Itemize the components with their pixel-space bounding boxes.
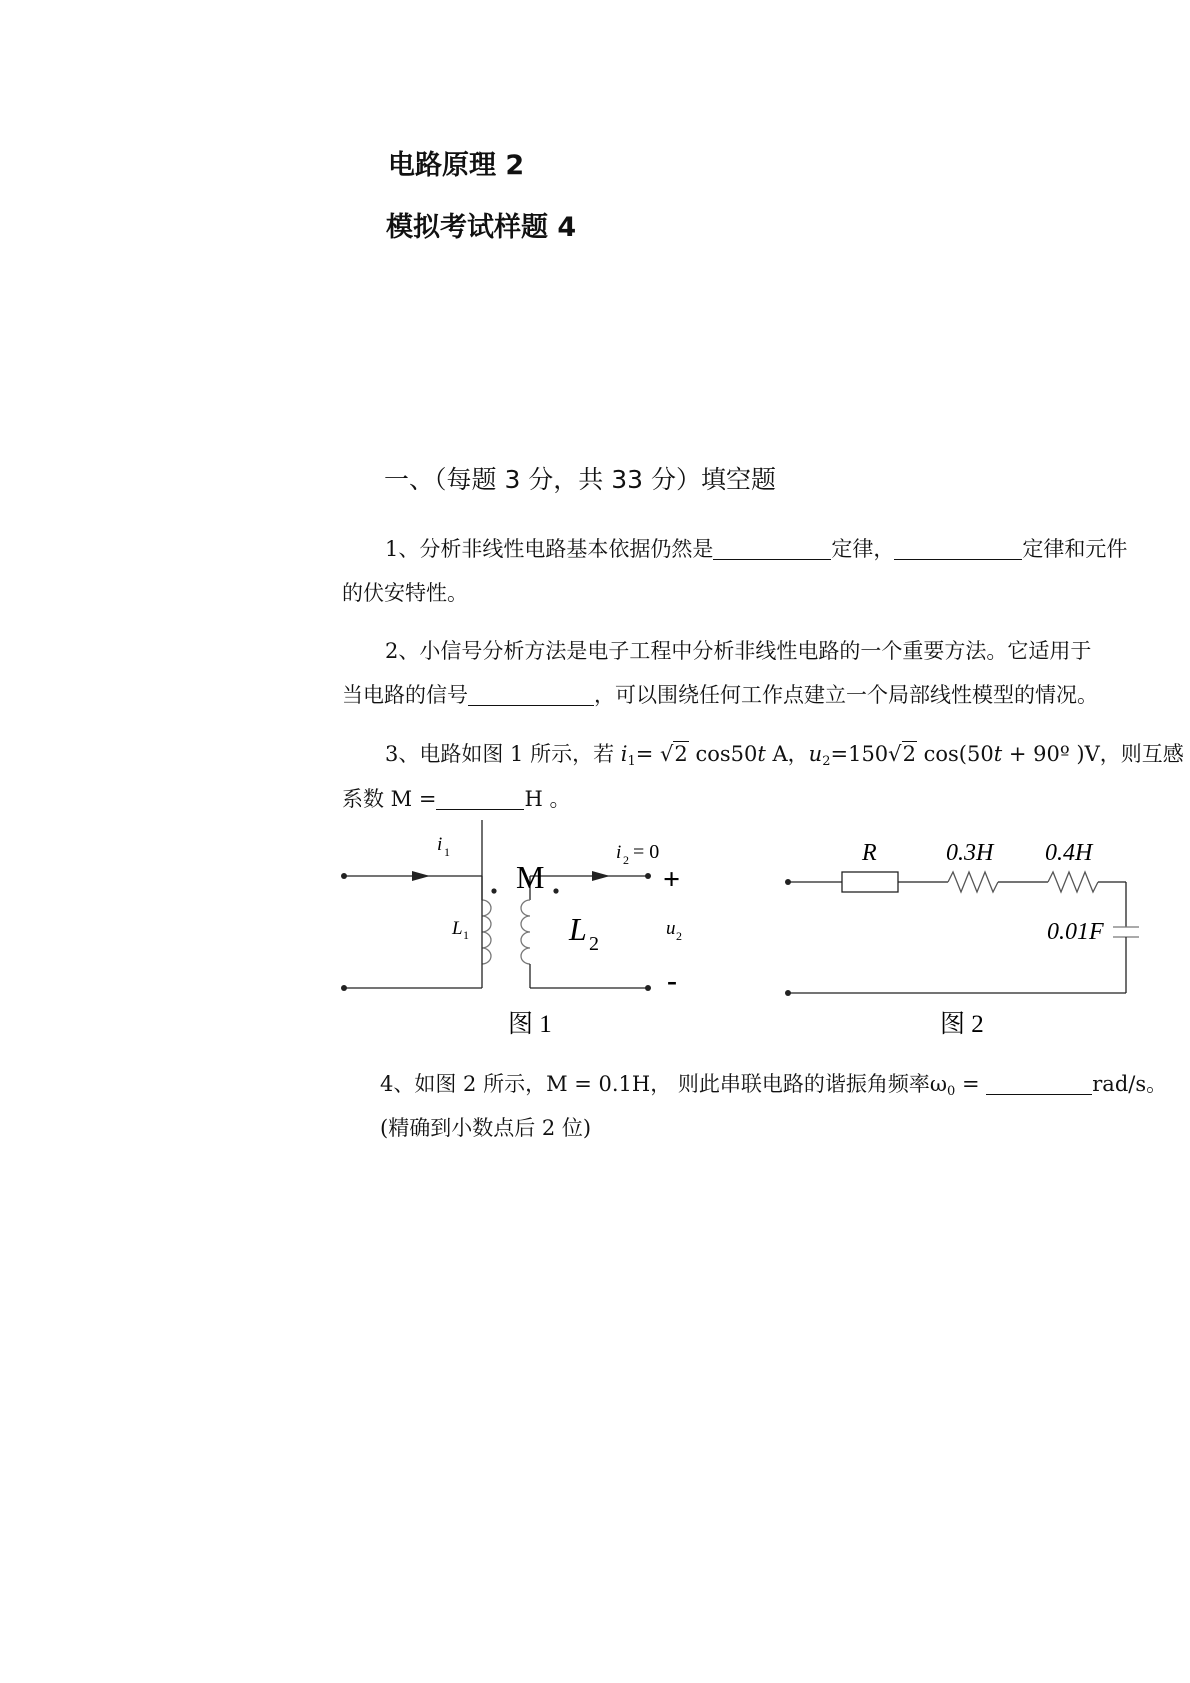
q3-lead: 3、电路如图 1 所示，若 — [385, 742, 621, 766]
fig1-coil-l1 — [482, 900, 491, 964]
fig1-dot-l2 — [553, 888, 558, 893]
q4-blank[interactable] — [986, 1068, 1092, 1095]
question-4-line-2: (精确到小数点后 2 位) — [380, 1116, 592, 1140]
question-1-line-2: 的伏安特性。 — [342, 581, 468, 605]
fig2-label-l2: 0.4H — [1045, 840, 1093, 866]
fig2-label-c: 0.01F — [1047, 919, 1104, 945]
q4-line1-a: 4、如图 2 所示，M = 0.1H， 则此串联电路的谐振角频率ω — [380, 1072, 948, 1096]
fig2-inductor-1 — [948, 872, 998, 892]
course-title: 电路原理 2 — [388, 150, 525, 181]
q3-u2-symbol: u — [808, 742, 823, 766]
q2-line2-b: ，可以围绕任何工作点建立一个局部线性模型的情况。 — [594, 683, 1098, 707]
fig1-dot-l1 — [491, 888, 496, 893]
fig1-label-m: M — [516, 859, 545, 895]
question-2-line-1: 2、小信号分析方法是电子工程中分析非线性电路的一个重要方法。它适用于 — [385, 639, 1092, 663]
fig1-label-l1: L — [452, 918, 463, 939]
q2-blank[interactable] — [468, 679, 594, 706]
question-4-line-1 — [380, 1063, 1167, 1113]
q1-mid: 定律， — [831, 537, 895, 561]
q3-i1-symbol: i — [620, 742, 628, 766]
question-3-line-2 — [342, 778, 570, 820]
section-heading: 一、（每题 3 分，共 33 分）填空题 — [384, 465, 777, 494]
fig1-label-i2: i — [616, 842, 622, 863]
fig2-label-l1: 0.3H — [946, 840, 994, 866]
fig1-label-i2-value: = 0 — [633, 841, 660, 863]
q1-lead: 1、分析非线性电路基本依据仍然是 — [385, 537, 714, 561]
fig1-label-u2: u — [666, 918, 676, 939]
fig2-resistor — [842, 872, 898, 892]
q1-blank-1[interactable] — [713, 533, 831, 560]
q3-i1-sub: 1 — [627, 754, 636, 769]
q3-line2-b: H 。 — [524, 787, 571, 811]
fig1-label-l1-sub: 1 — [463, 928, 469, 942]
fig1-label-plus: + — [663, 863, 681, 896]
q3-cos2-a: cos(50 — [916, 742, 994, 766]
q3-cos1: cos50 — [688, 742, 758, 766]
q3-sqrt-1: √2 — [660, 742, 688, 766]
q4-line1-b: = — [955, 1072, 987, 1096]
question-3-line-1 — [385, 733, 1184, 783]
fig1-terminal-1 — [341, 873, 347, 879]
q4-line1-c: rad/s。 — [1092, 1072, 1168, 1096]
fig2-label-r: R — [862, 840, 877, 866]
q3-t-2: t — [993, 742, 1003, 766]
q3-t-1: t — [757, 742, 766, 766]
q3-blank[interactable] — [436, 783, 524, 810]
fig1-terminal-2prime — [645, 985, 651, 991]
fig1-arrow-i1 — [412, 871, 430, 881]
fig1-terminal-1prime — [341, 985, 347, 991]
fig1-label-l2-sub: 2 — [589, 933, 599, 955]
fig1-label-l2: L — [569, 911, 587, 947]
q3-sqrt-2: √2 — [888, 742, 916, 766]
fig1-arrow-i2 — [592, 871, 610, 881]
q3-eq2: =150 — [830, 742, 889, 766]
fig1-label-i1-sub: 1 — [444, 845, 450, 859]
q3-u2-sub: 2 — [822, 754, 831, 769]
q2-line2-a: 当电路的信号 — [342, 683, 468, 707]
fig1-terminal-2 — [645, 873, 651, 879]
fig1-label-u2-sub: 2 — [676, 929, 682, 943]
fig2-inductor-2 — [1048, 872, 1098, 892]
q3-sqrt-2-arg: 2 — [902, 742, 916, 766]
fig1-label-i2-sub: 2 — [623, 853, 629, 867]
fig2-caption: 图 2 — [940, 1011, 984, 1038]
q3-cos2-b: + 90º )V，则互感 — [1002, 742, 1184, 766]
q3-sqrt-1-arg: 2 — [674, 742, 688, 766]
question-1-line-1 — [385, 528, 1127, 570]
figure-1-circuit — [330, 820, 700, 1040]
fig1-label-i1: i — [437, 834, 443, 855]
exam-title: 模拟考试样题 4 — [386, 212, 577, 243]
fig1-label-minus: - — [667, 964, 677, 997]
fig1-caption: 图 1 — [508, 1011, 552, 1038]
q4-omega-sub: 0 — [947, 1084, 956, 1099]
fig1-coil-l2 — [521, 900, 530, 964]
q1-blank-2[interactable] — [894, 533, 1022, 560]
question-2-line-2 — [342, 674, 1098, 716]
q1-tail: 定律和元件 — [1022, 537, 1128, 561]
q3-eq1: = — [635, 742, 661, 766]
fig2-terminal-bottom — [785, 990, 791, 996]
q3-line2-a: 系数 M = — [342, 787, 437, 811]
q3-unit-a: A， — [765, 742, 809, 766]
figure-2-circuit — [770, 820, 1160, 1040]
fig2-terminal-top — [785, 879, 791, 885]
